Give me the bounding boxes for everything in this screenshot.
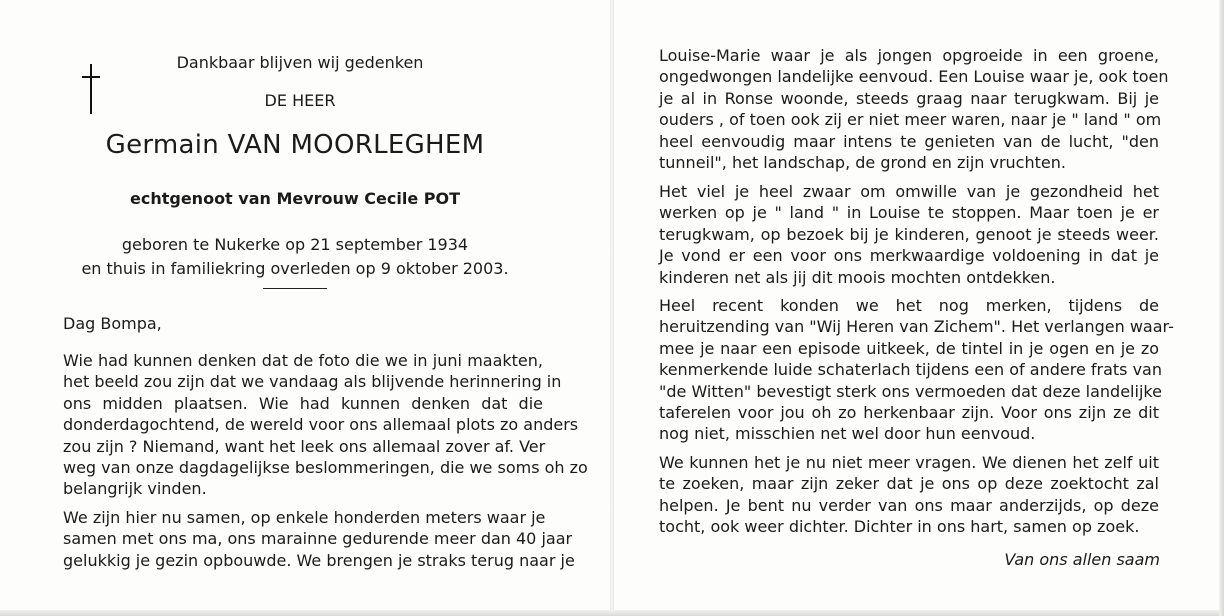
text-line: werken op je " land " in Louise te stoppen. Maar toen je er — [659, 203, 1159, 223]
birth-text: geboren te Nukerke op 21 september 1934 — [121, 235, 469, 254]
text-line: terugkwam, op bezoek bij je kinderen, genoot je steeds weer. — [659, 224, 1159, 244]
text-line: te zoeken, maar zijn zeker dat je ons op deze zoektocht zal — [659, 474, 1159, 494]
text-line: je al in Ronse woonde, steeds graag naar terugkwam. Bij je — [659, 88, 1159, 108]
title-text: DE HEER — [264, 91, 336, 110]
greeting: Dag Bompa, — [63, 314, 162, 333]
birth-death-block — [80, 233, 510, 281]
left-paragraph-1 — [63, 350, 588, 500]
cross-icon — [80, 64, 102, 114]
text-line: belangrijk vinden. — [63, 479, 207, 499]
text-line: nog niet, misschien net wel door hun eenvoud. — [659, 424, 1036, 444]
text-line: We zijn hier nu samen, op enkele honderden meters waar je — [63, 508, 546, 527]
text-line: ons midden plaatsen. Wie had kunnen denken dat die — [63, 393, 543, 413]
text-line: taferelen voor jou oh zo herkenbaar zijn. Voor ons zijn ze dit — [659, 402, 1159, 422]
text-line: kinderen net als jij dit moois mochten ontdekken. — [659, 267, 1056, 287]
death-text: en thuis in familiekring overleden op 9 oktober 2003. — [81, 259, 509, 278]
text-line: donderdagochtend, de wereld voor ons allemaal plots zo anders — [63, 415, 579, 435]
text-line: helpen. Je bent nu verder van ons maar anderzijds, op deze — [659, 495, 1159, 515]
text-line: Wie had kunnen denken dat de foto die we in juni maakten, — [63, 351, 543, 370]
left-paragraph-2 — [63, 507, 575, 571]
text-line: zou zijn ? Niemand, want het leek ons allemaal zover af. Ver — [63, 436, 546, 456]
spouse-text: echtgenoot van Mevrouw Cecile POT — [130, 189, 460, 208]
right-paragraph-2 — [659, 181, 1159, 288]
text-line: gelukkig je gezin opbouwde. We brengen je straks terug naar je — [63, 550, 575, 570]
deceased-name: Germain VAN MOORLEGHEM — [105, 130, 485, 160]
text-line: het beeld zou zijn dat we vandaag als blijvende herinnering in — [63, 372, 562, 392]
card-fold — [610, 0, 614, 616]
right-paragraph-1 — [659, 45, 1169, 173]
card-edge — [0, 610, 1224, 616]
intro-text: Dankbaar blijven wij gedenken — [176, 53, 424, 72]
text-line: weg van onze dagdagelijkse beslommeringen, die we soms oh zo — [63, 457, 588, 477]
text-line: Het viel je heel zwaar om omwille van je gezondheid het — [659, 182, 1159, 201]
right-paragraph-4 — [659, 452, 1159, 538]
text-line: samen met ons ma, ons marainne gedurende meer dan 40 jaar — [63, 529, 573, 549]
text-line: mee je naar een episode uitkeek, de tintel in je ogen en je zo — [659, 338, 1159, 358]
text-line: Heel recent konden we het nog merken, tijdens de — [659, 296, 1159, 315]
card-edge-right — [1219, 0, 1224, 616]
text-line: heel eenvoudig maar intens te genieten van de lucht, "den — [659, 131, 1159, 151]
text-line: ouders , of toen ook zij er niet meer waren, naar je " land " om — [659, 110, 1162, 130]
text-line: We kunnen het je nu niet meer vragen. We dienen het zelf uit — [659, 453, 1159, 472]
text-line: tunneil", het landschap, de grond en zijn vruchten. — [659, 152, 1066, 172]
divider — [263, 288, 327, 289]
text-line: tocht, ook weer dichter. Dichter in ons hart, samen op zoek. — [659, 517, 1140, 537]
text-line: ongedwongen landelijke eenvoud. Een Louise waar je, ook toen — [659, 67, 1169, 87]
text-line: Je vond er een voor ons merkwaardige voldoening in dat je — [659, 246, 1159, 266]
signature: Van ons allen saam — [1004, 550, 1160, 569]
right-paragraph-3 — [659, 295, 1174, 445]
text-line: heruitzending van "Wij Heren van Zichem". Het verlangen waar- — [659, 317, 1174, 337]
text-line: "de Witten" bevestigt sterk ons vermoeden dat deze landelijke — [659, 381, 1162, 401]
text-line: kenmerkende luide schaterlach tijdens een of andere frats van — [659, 360, 1162, 380]
text-line: Louise-Marie waar je als jongen opgroeide in een groene, — [659, 46, 1159, 65]
